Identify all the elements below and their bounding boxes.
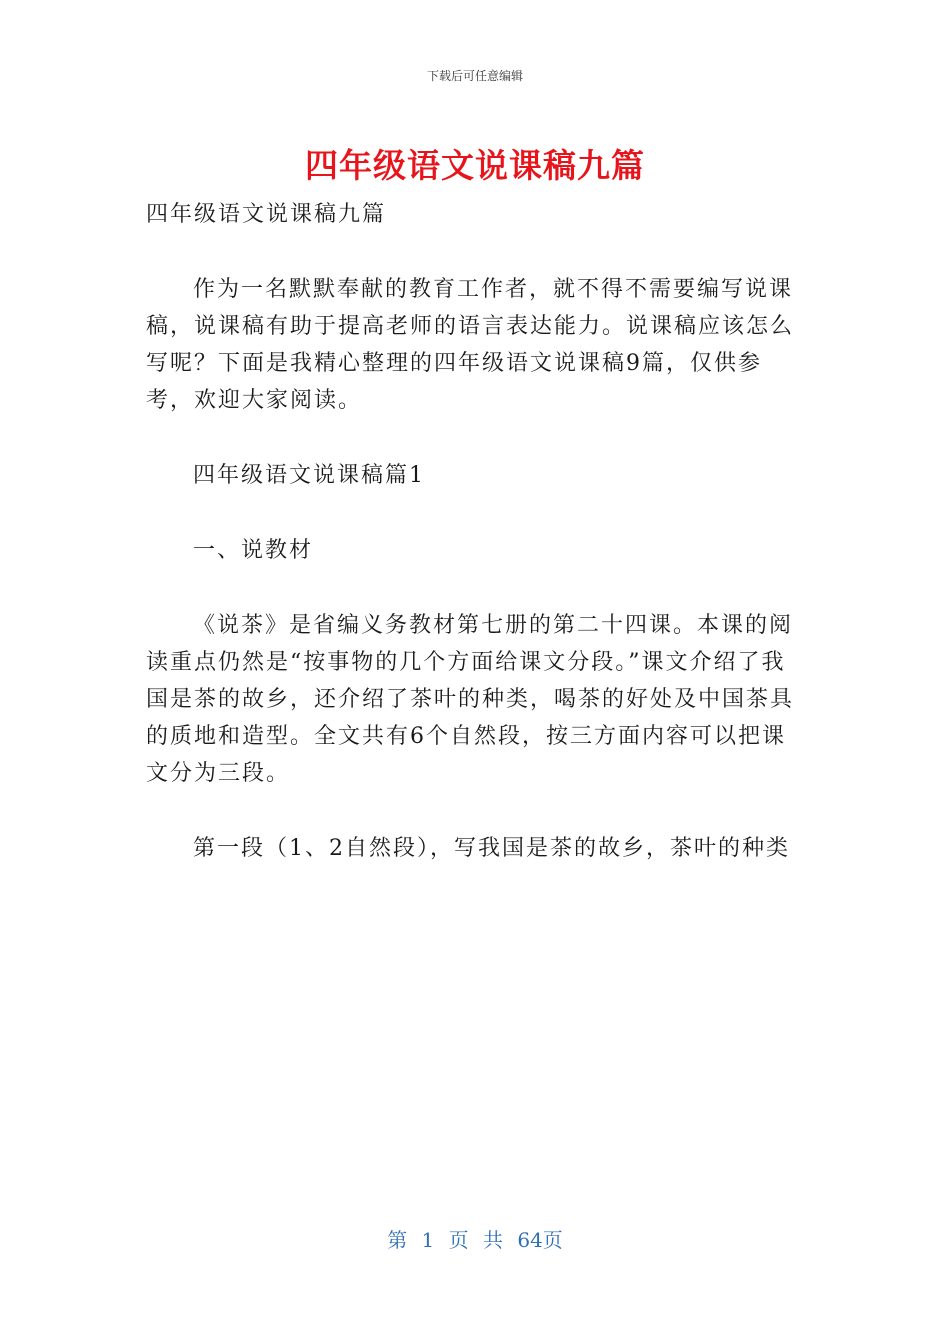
footer-page-word: 页 (448, 1228, 469, 1252)
footer-total-prefix: 共 (483, 1228, 503, 1252)
header-note: 下载后可任意编辑 (426, 69, 523, 83)
paragraph-textbook: 《说茶》是省编义务教材第七册的第二十四课。本课的阅读重点仍然是“按事物的几个方面给课文分段。”课文介绍了我国是茶的故乡，还介绍了茶叶的种类，喝茶的好处及中国茶具的质地和造型。全文共有6个自然段，按三方面内容可以把课文分为三段。 (146, 613, 795, 786)
paragraph-section-one: 第一段（1、2自然段），写我国是茶的故乡，茶叶的种类 (193, 836, 790, 861)
footer-total-pages: 64页 (517, 1228, 563, 1252)
paragraph-intro: 作为一名默默奉献的教育工作者，就不得不需要编写说课稿，说课稿有助于提高老师的语言表达能力。说课稿应该怎么写呢？下面是我精心整理的四年级语文说课稿9篇，仅供参考，欢迎大家阅读。 (146, 277, 795, 413)
footer-prefix: 第 (387, 1228, 408, 1252)
subsection-heading: 一、说教材 (193, 538, 314, 563)
paragraph-subtitle: 四年级语文说课稿九篇 (146, 202, 387, 227)
document-body (146, 196, 806, 905)
document-title: 四年级语文说课稿九篇 (305, 146, 645, 185)
page-number-footer (0, 1224, 950, 1253)
section-heading: 四年级语文说课稿篇1 (193, 463, 425, 488)
footer-current-page: 1 (421, 1228, 435, 1252)
